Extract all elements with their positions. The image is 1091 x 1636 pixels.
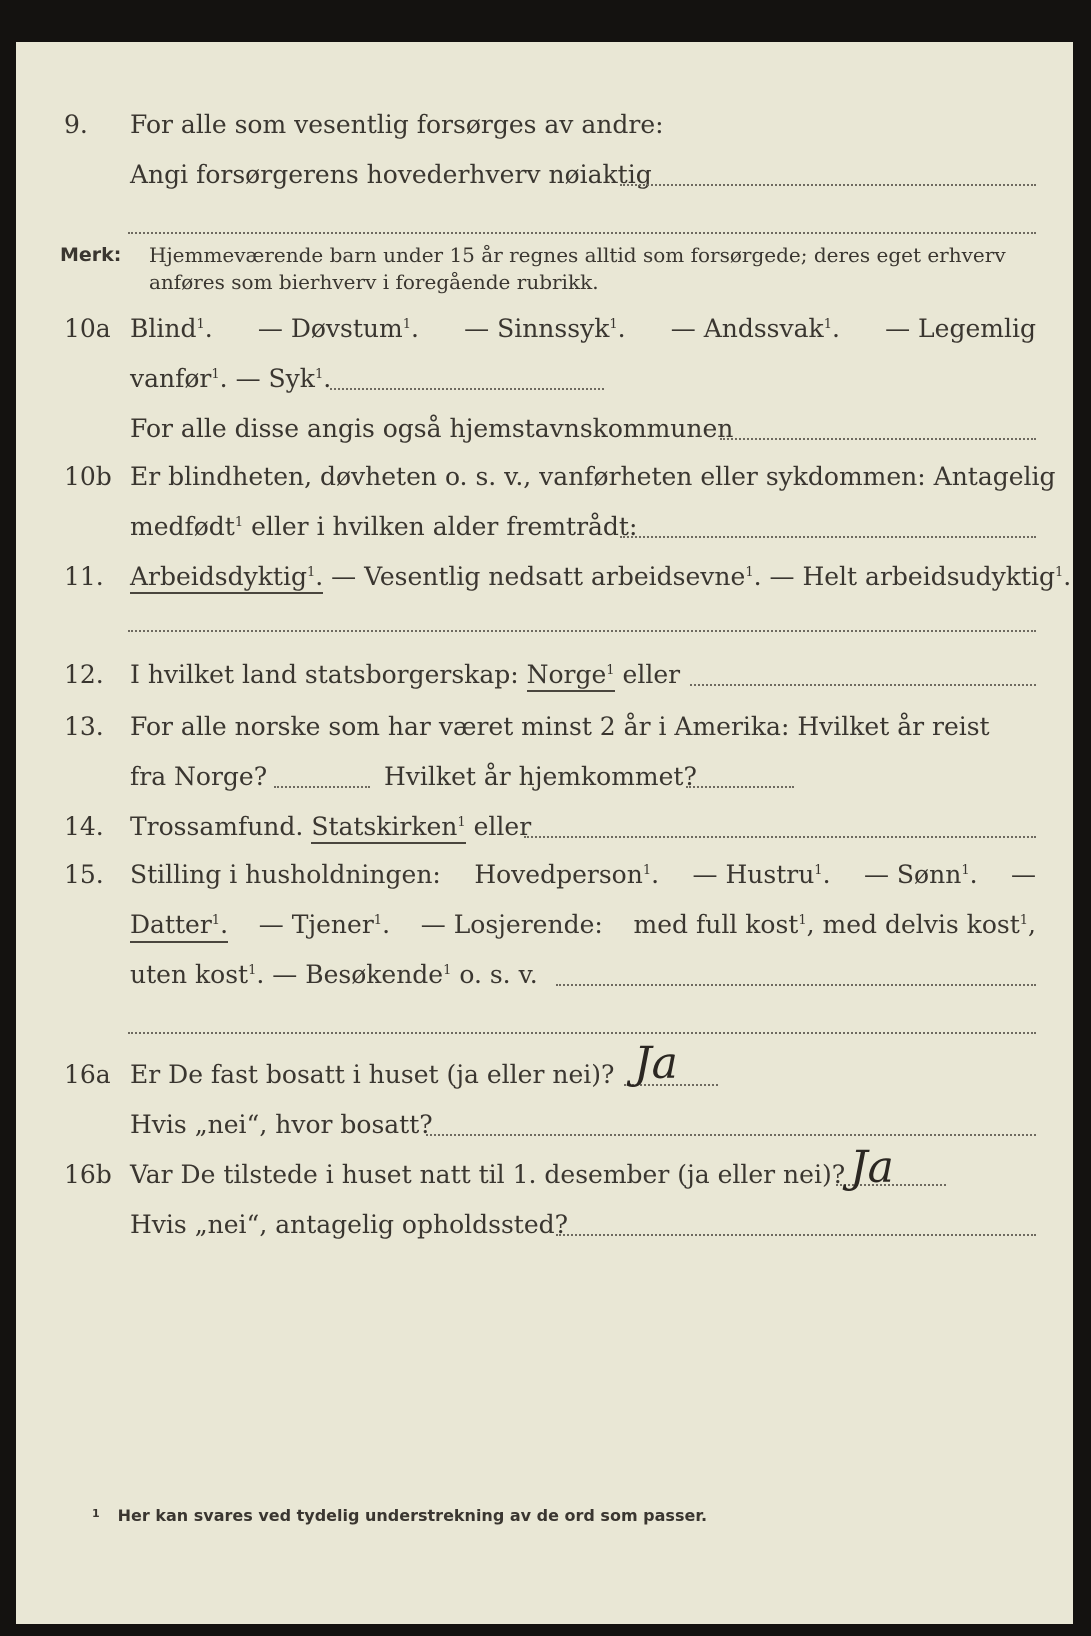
footnote-ref: 1 (196, 317, 205, 332)
question-text: fra Norge? (130, 762, 268, 791)
option-andssvak[interactable]: — Andssvak (670, 314, 824, 343)
footnote (92, 1506, 707, 1525)
footnote-ref: 1 (248, 963, 257, 978)
question-text: Er De fast bosatt i huset (ja eller nei)? (130, 1060, 615, 1089)
option-legemlig[interactable]: — Legemlig (885, 314, 1036, 343)
footnote-ref: 1 (443, 963, 452, 978)
note-text: anføres som bierhverv i foregående rubrikk. (149, 270, 599, 294)
option-datter[interactable]: Datter (130, 910, 212, 939)
footnote-ref: 1 (373, 913, 383, 928)
question-text: I hvilket land statsborgerskap: (130, 660, 519, 689)
answer-line[interactable] (620, 536, 1036, 538)
question-text: Hvis „nei“, antagelig opholdssted? (130, 1210, 569, 1239)
option-losjerende: — Losjerende: (420, 910, 603, 939)
question-number: 15. (64, 860, 104, 889)
answer-line-reist[interactable] (274, 786, 370, 788)
answer-line[interactable] (426, 1134, 1036, 1136)
option-hustru[interactable]: — Hustru (692, 860, 815, 889)
question-text: Stilling i husholdningen: (130, 860, 441, 889)
question-text: Var De tilstede i huset natt til 1. desember (ja eller nei)? (130, 1160, 846, 1189)
footnote-ref: 1 (306, 565, 316, 580)
option-nedsatt-arbeidsevne[interactable]: — Vesentlig nedsatt arbeidsevne (331, 562, 746, 591)
answer-line[interactable] (524, 836, 1036, 838)
footnote-ref: 1 (642, 863, 652, 878)
question-text: For alle disse angis også hjemstavnskommunen (130, 414, 734, 443)
option-sinnssyk[interactable]: — Sinnssyk (464, 314, 610, 343)
footnote-ref: 1 (1019, 913, 1029, 928)
option-full-kost[interactable]: med full kost (633, 910, 799, 939)
footnote-ref: 1 (211, 367, 220, 382)
dash: — (1011, 860, 1036, 889)
question-text: Hvilket år hjemkommet? (384, 762, 697, 791)
option-arbeidsudyktig[interactable]: — Helt arbeidsudyktig (769, 562, 1055, 591)
answer-line-hjemkommet[interactable] (686, 786, 794, 788)
footnote-ref: 1 (234, 515, 244, 530)
note-text: Hjemmeværende barn under 15 år regnes alltid som forsørgede; deres eget erhverv (149, 243, 1006, 267)
question-number: 10b (64, 462, 112, 491)
option-vanfor[interactable]: vanfør (130, 364, 212, 393)
note-label: Merk: (60, 244, 122, 266)
option-sonn[interactable]: — Sønn (863, 860, 962, 889)
answer-line[interactable] (690, 684, 1036, 686)
question-text: Hvis „nei“, hvor bosatt? (130, 1110, 433, 1139)
answer-line[interactable] (128, 232, 1036, 234)
question-text: Er blindheten, døvheten o. s. v., vanførheten eller sykdommen: Antagelig (130, 462, 1056, 491)
footnote-ref: 1 (402, 317, 412, 332)
footnote-ref: 1 (798, 913, 807, 928)
question-number: 11. (64, 562, 104, 591)
option-norge[interactable]: Norge (526, 660, 607, 689)
question-number: 16a (64, 1060, 111, 1089)
answer-line[interactable] (128, 630, 1036, 632)
footnote-ref: 1 (211, 913, 221, 928)
footnote-ref: 1 (823, 317, 832, 332)
footnote-ref: 1 (1054, 565, 1064, 580)
footnote-text: Her kan svares ved tydelig understrekning av de ord som passer. (117, 1506, 708, 1525)
footnote-ref: 1 (814, 863, 823, 878)
option-blind[interactable]: Blind (130, 314, 197, 343)
answer-line[interactable] (556, 984, 1036, 986)
option-tjener[interactable]: — Tjener (258, 910, 374, 939)
footnote-ref: 1 (314, 367, 324, 382)
option-eller: eller (473, 812, 532, 841)
option-eller: eller (622, 660, 681, 689)
option-arbeidsdyktig[interactable]: Arbeidsdyktig (130, 562, 307, 591)
handwritten-answer[interactable]: Ja (850, 1142, 894, 1193)
answer-line[interactable] (556, 1234, 1036, 1236)
footnote-ref: 1 (457, 815, 466, 830)
footnote-ref: 1 (606, 663, 615, 678)
option-besokende[interactable]: — Besøkende (272, 960, 444, 989)
footnote-ref: 1 (745, 565, 754, 580)
question-number: 9. (64, 110, 88, 139)
answer-line[interactable] (330, 388, 604, 390)
question-text: eller i hvilken alder fremtrådt: (251, 512, 638, 541)
question-text: Angi forsørgerens hovederhverv nøiaktig (130, 160, 652, 189)
answer-line[interactable] (720, 438, 1036, 440)
question-number: 16b (64, 1160, 112, 1189)
answer-line[interactable] (620, 184, 1036, 186)
question-number: 13. (64, 712, 104, 741)
footnote-mark: 1 (92, 1507, 100, 1520)
footnote-ref: 1 (609, 317, 618, 332)
option-statskirken[interactable]: Statskirken (311, 812, 458, 841)
handwritten-answer[interactable]: Ja (634, 1038, 678, 1089)
question-text: For alle norske som har været minst 2 år i Amerika: Hvilket år reist (130, 712, 990, 741)
question-text: Trossamfund. (130, 812, 304, 841)
question-number: 14. (64, 812, 104, 841)
census-form-page: 9. For alle som vesentlig forsørges av andre: Angi forsørgerens hovederhverv nøiaktig Merk: Hjemmeværende barn under 15 år regnes alltid som forsørgede; deres eget erhverv anføres som bierhverv i foregående rubrikk. 10a Blind$^1$. — Døvstum$^1$. — Sinnssyk$^1$. — Andssvak$^1$. — Legemlig vanfør$^1$. — Syk$^1$. For alle disse angis også hjemstavnskommunen 10b Er blindheten, døvheten o. s. v., vanførheten eller sykdommen: Antagelig medfødt$^1$ eller i hvilken alder fremtrådt: 11. Arbeidsdyktig$^1$. — Vesentlig nedsatt arbeidsevne$^1$. — Helt arbeidsudyktig$^1$. 12. I hvilket land statsborgerskap: Norge$^1$ eller 13. For alle norske som har været minst 2 år i Amerika: Hvilket år reist fra Norge? Hvilket år hjemkommet? 14. Trossamfund. Statskirken$^1$ eller 15. Stilling i husholdningen: Hovedperson$^1$. — Hustru$^1$. — Sønn$^1$. — Datter$^1$. — Tjener$^1$. — Losjerende: med full kost$^1$, med delvis kost$^1$, uten kost$^1$. — Besøkende$^1$ o. s. v. 16a Er De fast bosatt i huset (ja eller nei)? Ja Hvis „nei“, hvor bosatt? 16b Var De tilstede i huset natt til 1. desember (ja eller nei)? Ja Hvis „nei“, antagelig opholdssted? $^1$ Her kan svares ved tydelig understrekning av de ord som passer. (16, 42, 1073, 1624)
option-medfodt[interactable]: medfødt (130, 512, 235, 541)
option-uten-kost[interactable]: uten kost (130, 960, 249, 989)
answer-line[interactable] (128, 1032, 1036, 1034)
option-hovedperson[interactable]: Hovedperson (474, 860, 643, 889)
question-text: For alle som vesentlig forsørges av andre: (130, 110, 664, 139)
question-number: 10a (64, 314, 111, 343)
option-osv: o. s. v. (459, 960, 538, 989)
question-number: 12. (64, 660, 104, 689)
option-delvis-kost[interactable]: , med delvis kost (806, 910, 1020, 939)
option-syk[interactable]: — Syk (235, 364, 315, 393)
footnote-ref: 1 (961, 863, 970, 878)
option-dovstum[interactable]: — Døvstum (257, 314, 403, 343)
